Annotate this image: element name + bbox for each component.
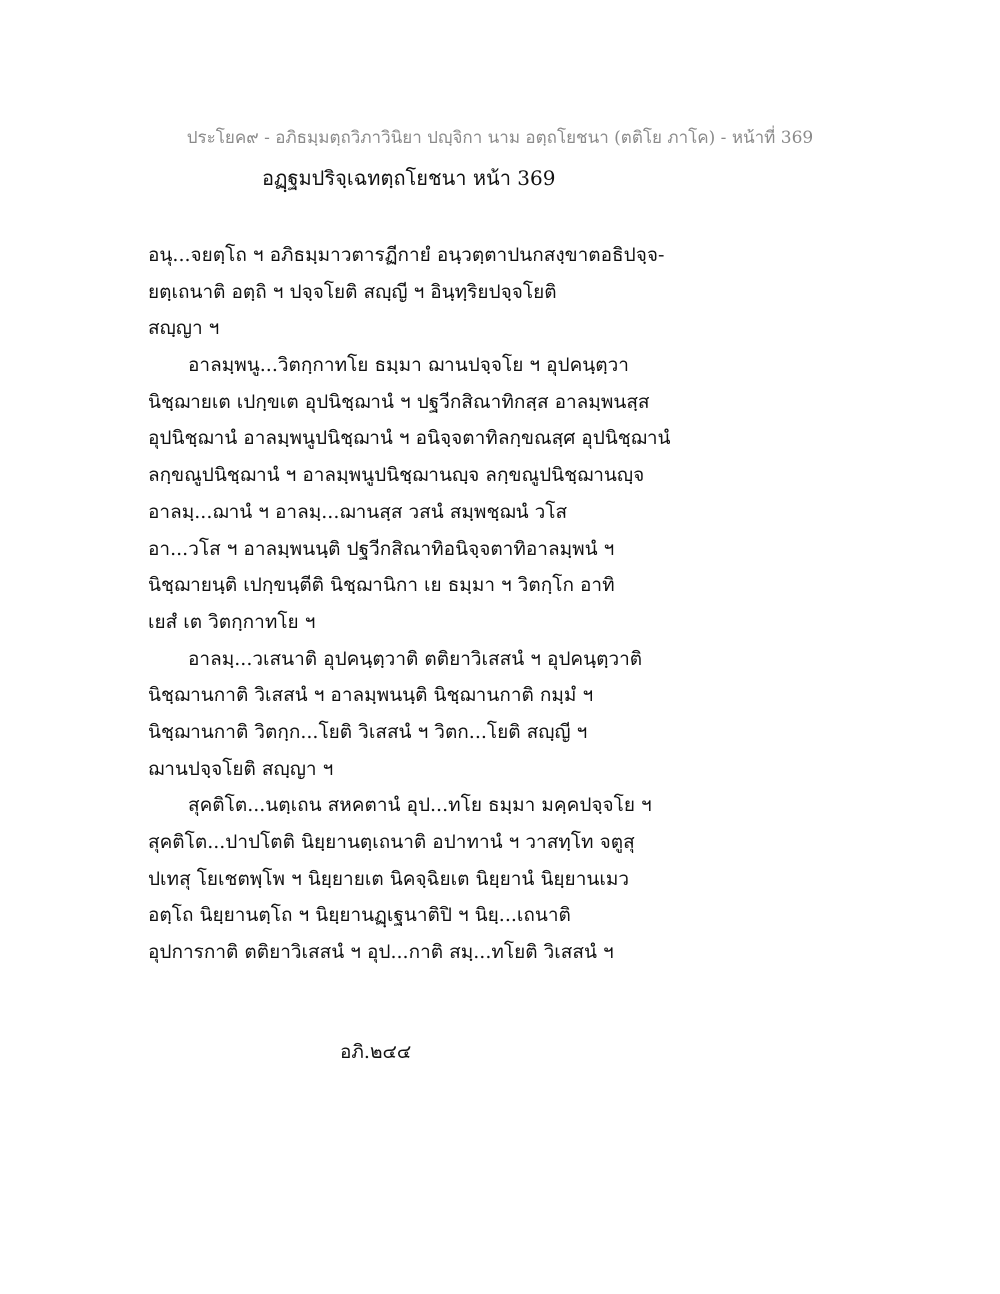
text-line: ฌานปจฺจโยติ สญฺญา ฯ (148, 757, 334, 780)
text-line: อุปนิชฺฌานํ อาลมฺพนูปนิชฺฌานํ ฯ อนิจฺจตาทิลกฺขณสฺศ อุปนิชฺฌานํ (148, 427, 671, 450)
running-header: ประโยค๙ - อภิธมฺมตฺถวิภาวินิยา ปญฺจิกา นาม อตฺถโยชนา (ตติโย ภาโค) - หน้าที่ 369 (186, 128, 814, 148)
text-line: เยสํ เต วิตกฺกาทโย ฯ (148, 610, 316, 633)
text-line: นิชฺฌายนฺติ เปกฺขนฺตีติ นิชฺฌานิกา เย ธมฺมา ฯ วิตกฺโก อาทิ (148, 574, 615, 597)
paragraph-start-line: สุคติโต...นตฺเถน สหคตานํ อุป...ทโย ธมฺมา มคฺคปจฺจโย ฯ (188, 794, 652, 817)
text-line: อา...วโส ฯ อาลมฺพนนฺติ ปฐวีกสิณาทิอนิจฺจตาทิอาลมฺพนํ ฯ (148, 537, 615, 560)
text-line: อุปการกาติ ตติยาวิเสสนํ ฯ อุป...กาติ สมฺ...ทโยติ วิเสสนํ ฯ (148, 941, 614, 964)
text-line: อนุ...จยตฺโถ ฯ อภิธมฺมาวตารฏีกายํ อนฺวตฺตาปนกสงฺขาตอธิปจฺจ- (148, 244, 665, 266)
text-line: ลกฺขณูปนิชฺฌานํ ฯ อาลมฺพนูปนิชฺฌานญฺจ ลกฺขณูปนิชฺฌานญฺจ (148, 464, 645, 487)
text-line: อาลมฺ...ฌานํ ฯ อาลมฺ...ฌานสฺส วสนํ สมฺพชฺฌนํ วโส (148, 500, 568, 523)
paragraph-start-line: อาลมฺพนู...วิตกฺกาทโย ธมฺมา ฌานปจฺจโย ฯ อุปคนฺตฺวา (188, 354, 629, 377)
body-text (148, 237, 708, 971)
paragraph-start-line: อาลมฺ...วเสนาติ อุปคนฺตฺวาติ ตติยาวิเสสนํ ฯ อุปคนฺตฺวาติ (188, 647, 643, 670)
text-line: สุคติโต...ปาปโตติ นิยฺยานตฺเถนาติ อปาทานํ ฯ วาสทฺโท จตูสุ (148, 831, 635, 853)
section-title: อฏฺฐมปริจฺเฉทตฺถโยชนา หน้า 369 (262, 166, 556, 190)
page-footer-marker: อภิ.๒๔๔ (340, 1041, 412, 1063)
text-line: นิชฺฌายเต เปกฺขเต อุปนิชฺฌานํ ฯ ปฐวีกสิณาทิกสฺส อาลมฺพนสฺส (148, 390, 650, 413)
text-line: ยตฺเถนาติ อตฺถิ ฯ ปจฺจโยติ สญฺญี ฯ อินฺทฺริยปจฺจโยติ (148, 280, 557, 303)
text-line: นิชฺฌานกาติ วิตกฺก...โยติ วิเสสนํ ฯ วิตก...โยติ สญฺญี ฯ (148, 720, 588, 743)
text-line: สญฺญา ฯ (148, 317, 220, 340)
text-line: ปเทสุ โยเชตพฺโพ ฯ นิยฺยายเต นิคจฺฉิยเต นิยฺยานํ นิยฺยานเมว (148, 867, 630, 890)
text-line: อตฺโถ นิยฺยานตฺโถ ฯ นิยฺยานฏฺเฐนาติปิ ฯ นิยฺ...เถนาติ (148, 904, 571, 927)
text-line: นิชฺฌานกาติ วิเสสนํ ฯ อาลมฺพนนฺติ นิชฺฌานกาติ กมฺมํ ฯ (148, 684, 594, 707)
